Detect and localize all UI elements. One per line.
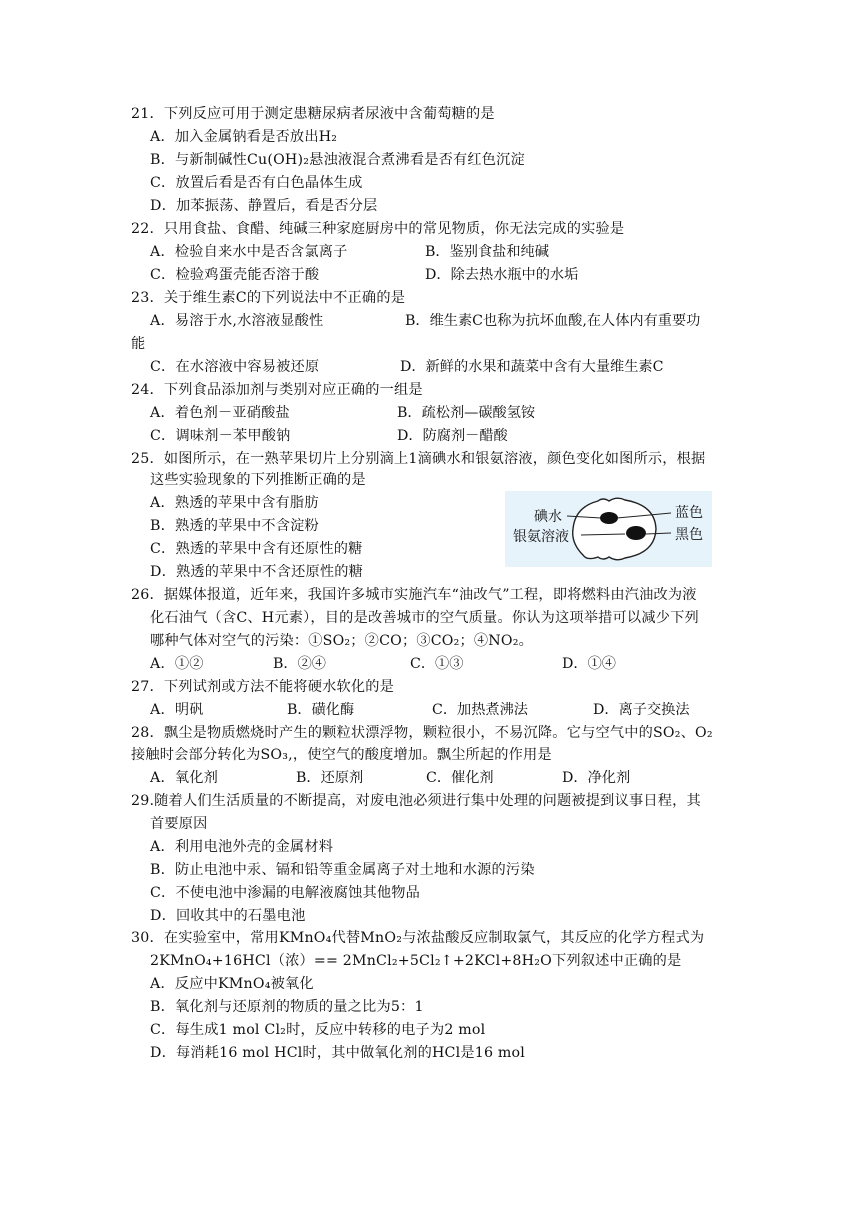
question-23-option-b: B．维生素C也称为抗坏血酸,在人体内有重要功: [405, 313, 701, 329]
question-26-stem-cont1: 化石油气（含C、H元素），目的是改善城市的空气质量。你认为这项举措可以减少下列: [150, 610, 699, 626]
question-26-stem-cont2: 哪种气体对空气的污染：①SO₂；②CO；③CO₂；④NO₂。: [150, 633, 533, 649]
question-28-option-d: D．净化剂: [562, 770, 631, 786]
question-24-option-a: A．着色剂－亚硝酸盐: [150, 405, 290, 421]
question-29-option-c: C．不使电池中渗漏的电解液腐蚀其他物品: [150, 885, 421, 901]
question-25-option-a: A．熟透的苹果中含有脂肪: [150, 495, 319, 511]
question-30-stem: 30．在实验室中，常用KMnO₄代替MnO₂与浓盐酸反应制取氯气，其反应的化学方程式为: [131, 930, 705, 946]
question-21-option-b: B．与新制碱性Cu(OH)₂悬浊液混合煮沸看是否有红色沉淀: [150, 152, 525, 168]
question-27-stem: 27．下列试剂或方法不能将硬水软化的是: [131, 679, 395, 695]
apple-slice-figure: [505, 491, 712, 567]
question-26-option-c: C．①③: [410, 656, 464, 672]
question-25-option-c: C．熟透的苹果中含有还原性的糖: [150, 541, 363, 557]
question-27-option-a: A．明矾: [150, 702, 204, 718]
question-29-option-b: B．防止电池中汞、镉和铅等重金属离子对土地和水源的污染: [150, 862, 535, 878]
question-22-option-a: A．检验自来水中是否含氯离子: [150, 244, 348, 260]
label-blue: 蓝色: [675, 505, 703, 521]
question-26-option-a: A．①②: [150, 656, 204, 672]
question-24-option-d: D．防腐剂－醋酸: [397, 428, 508, 444]
question-29-stem-cont: 首要原因: [150, 816, 208, 832]
question-28-option-c: C．催化剂: [426, 770, 494, 786]
label-black: 黑色: [675, 527, 703, 543]
label-silver-ammonia: 银氨溶液: [513, 529, 569, 545]
question-28-option-b: B．还原剂: [296, 770, 364, 786]
question-30-option-d: D．每消耗16 mol HCl时，其中做氧化剂的HCl是16 mol: [150, 1045, 526, 1061]
question-25-option-b: B．熟透的苹果中不含淀粉: [150, 518, 319, 534]
question-25-option-d: D．熟透的苹果中不含还原性的糖: [150, 564, 364, 580]
question-30-option-c: C．每生成1 mol Cl₂时，反应中转移的电子为2 mol: [150, 1022, 486, 1038]
question-24-option-c: C．调味剂－苯甲酸钠: [150, 428, 291, 444]
question-25-stem: 25．如图所示，在一熟苹果切片上分别滴上1滴碘水和银氨溶液，颜色变化如图所示，根据: [131, 451, 706, 467]
question-23-option-b-wrap: 能: [131, 336, 146, 352]
iodine-drop: [600, 512, 618, 524]
question-21-option-c: C．放置后看是否有白色晶体生成: [150, 175, 363, 191]
question-27-option-d: D．离子交换法: [593, 702, 690, 718]
question-23-option-c: C．在水溶液中容易被还原: [150, 359, 320, 375]
question-30-option-a: A．反应中KMnO₄被氧化: [150, 976, 314, 992]
question-25-stem-cont: 这些实验现象的下列推断正确的是: [150, 472, 366, 488]
question-21-option-d: D．加苯振荡、静置后，看是否分层: [150, 198, 378, 214]
question-30-equation: 2KMnO₄+16HCl（浓）== 2MnCl₂+5Cl₂↑+2KCl+8H₂O下列叙述中正确的是: [150, 953, 682, 969]
question-24-option-b: B．疏松剂—碳酸氢铵: [397, 405, 536, 421]
question-22-stem: 22．只用食盐、食醋、纯碱三种家庭厨房中的常见物质，你无法完成的实验是: [131, 221, 625, 237]
question-24-stem: 24．下列食品添加剂与类别对应正确的一组是: [131, 382, 423, 398]
question-28-option-a: A．氧化剂: [150, 770, 218, 786]
question-26-option-d: D．①④: [562, 656, 616, 672]
question-30-option-b: B．氧化剂与还原剂的物质的量之比为5：1: [150, 999, 424, 1015]
question-29-stem: 29.随着人们生活质量的不断提高，对废电池必须进行集中处理的问题被提到议事日程，其: [131, 793, 701, 809]
question-21-option-a: A．加入金属钠看是否放出H₂: [150, 129, 338, 145]
label-iodine-water: 碘水: [534, 509, 562, 525]
question-22-option-c: C．检验鸡蛋壳能否溶于酸: [150, 267, 320, 283]
question-29-option-a: A．利用电池外壳的金属材料: [150, 839, 334, 855]
question-29-option-d: D．回收其中的石墨电池: [150, 908, 306, 924]
silver-ammonia-drop: [626, 526, 646, 540]
question-23-stem: 23．关于维生素C的下列说法中不正确的是: [131, 290, 406, 306]
question-21-stem: 21．下列反应可用于测定患糖尿病者尿液中含葡萄糖的是: [131, 106, 495, 122]
question-22-option-d: D．除去热水瓶中的水垢: [425, 267, 579, 283]
question-28-stem-cont: 接触时会部分转化为SO₃,，使空气的酸度增加。飘尘所起的作用是: [131, 747, 552, 763]
question-22-option-b: B．鉴别食盐和纯碱: [425, 244, 549, 260]
question-23-option-d: D．新鲜的水果和蔬菜中含有大量维生素C: [400, 359, 664, 375]
question-26-option-b: B．②④: [273, 656, 326, 672]
question-27-option-c: C．加热煮沸法: [432, 702, 528, 718]
question-28-stem: 28．飘尘是物质燃烧时产生的颗粒状漂浮物，颗粒很小，不易沉降。它与空气中的SO₂、O₂: [131, 725, 713, 741]
question-23-option-a: A．易溶于水,水溶液显酸性: [150, 313, 324, 329]
question-26-stem: 26．据媒体报道，近年来，我国许多城市实施汽车“油改气”工程，即将燃料由汽油改为液: [131, 587, 697, 603]
question-27-option-b: B．磺化酶: [287, 702, 355, 718]
